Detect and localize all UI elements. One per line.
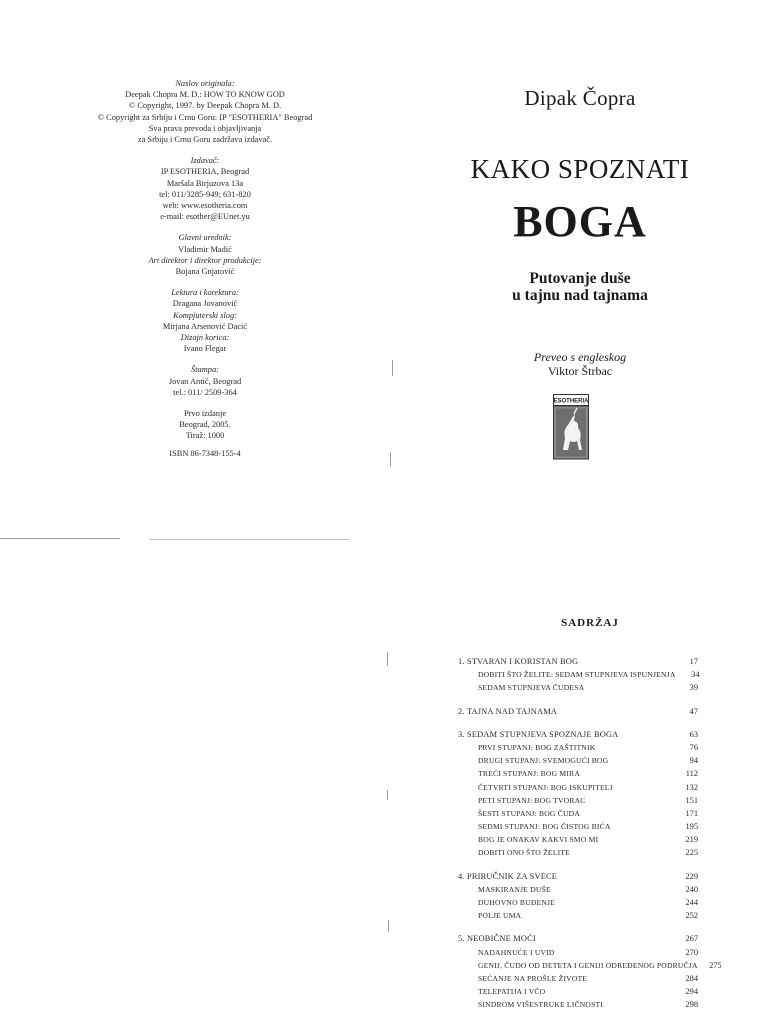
subtitle-line2: u tajnu nad tajnama [512, 287, 648, 304]
publisher-line: tel: 011/3285-949; 631-820 [159, 189, 251, 199]
original-line: Deepak Chopra M. D.: HOW TO KNOW GOD [125, 90, 285, 100]
original-line: © Copyright za Srbiju i Crnu Goru: IP "ESOTHERIA" Beograd [97, 112, 313, 122]
toc-subentry [458, 809, 698, 822]
proofreading-name: Dragana Jovanović [172, 299, 238, 309]
toc-page-number: 270 [685, 947, 698, 957]
toc-subentry [458, 835, 698, 848]
toc-page-number: 298 [685, 1000, 698, 1010]
toc-page-number: 294 [685, 987, 698, 997]
toc-entry-title: TELEPATIJA I VČO [478, 987, 546, 997]
publisher-line: Maršala Birjuzova 13a [166, 178, 244, 188]
toc-page-number: 219 [685, 835, 698, 845]
toc-subentry [458, 898, 698, 911]
colophon [60, 78, 350, 459]
edition-line: Prvo izdanje [183, 409, 227, 419]
edition-line: Tiraž: 1000 [185, 431, 225, 441]
toc-chapter [458, 657, 698, 670]
unicorn-logo-icon [553, 394, 589, 460]
typesetting-name: Mirjana Arsenović Dacić [162, 321, 248, 331]
toc-entry-title: POLJE UMA [478, 911, 522, 921]
toc-entry-title: 3. SEDAM STUPNJEVA SPOZNAJE BOGA [458, 729, 619, 739]
print-line: tel.: 011/ 2509-364 [173, 387, 237, 397]
cover-label: Dizajn korica: [180, 333, 230, 343]
cover-name: Ivano Flegar [183, 344, 227, 354]
toc-entry-title: DOBITI ONO ŠTO ŽELITE [478, 848, 571, 858]
original-line: za Srbiju i Crnu Goru zadržava izdavač. [137, 135, 273, 145]
toc-page-number: 47 [689, 706, 698, 716]
toc-entry-title: DOBITI ŠTO ŽELITE: SEDAM STUPNJEVA ISPUNJENJA [478, 670, 676, 680]
translator-block [480, 350, 680, 378]
publisher-label: Izdavač: [190, 156, 220, 166]
book-subtitle [430, 270, 730, 304]
editor-name: Vladimir Madić [178, 244, 232, 254]
toc-entry-title: PRVI STUPANJ: BOG ZAŠTITNIK [478, 742, 596, 752]
author-name: Dipak Čopra [524, 86, 636, 110]
subtitle-line1: Putovanje duše [529, 270, 631, 287]
toc-chapter [458, 934, 698, 947]
toc-subentry [458, 683, 698, 696]
scan-mark [392, 360, 393, 376]
toc-entry-title: NADAHNUĆE I UVID [478, 947, 555, 957]
toc-entry-title: BOG JE ONAKAV KAKVI SMO MI [478, 835, 599, 845]
toc-page-number: 284 [685, 973, 698, 983]
original-line: © Copyright, 1997. by Deepak Chopra M. D. [128, 101, 282, 111]
scan-line [150, 539, 350, 540]
toc-entry-title: TREĆI STUPANJ: BOG MIRA [478, 769, 580, 779]
translated-label: Preveo s engleskog [533, 350, 627, 364]
toc-subentry [458, 885, 698, 898]
original-title-label: Naslov originala: [175, 79, 235, 88]
toc-entry-title: SEDMI STUPANJ: BOG ČISTOG BIĆA [478, 822, 611, 832]
toc-page-number: 63 [689, 729, 698, 739]
art-director-label: Art direktor i direktor produkcije: [148, 255, 262, 265]
toc-subentry [458, 769, 698, 782]
toc-entry-title: DUHOVNO BUĐENJE [478, 898, 556, 907]
toc-entry-title: 5. NEOBIČNE MOĆI [458, 934, 536, 944]
isbn: ISBN 86-7348-155-4 [169, 448, 241, 458]
scan-mark [387, 790, 388, 800]
toc-subentry [458, 987, 698, 1000]
toc-entry-title: GENIJ, ČUDO OD DETETA I GENIJI ODREĐENOG PODRUČJA [478, 960, 698, 970]
toc-subentry [458, 670, 698, 683]
toc-entry-title: 2. TAJNA NAD TAJNAMA [458, 706, 558, 716]
print-label: Štampa: [191, 365, 219, 375]
toc-page-number: 132 [685, 782, 698, 792]
toc-subentry [458, 948, 698, 961]
toc-page-number: 252 [685, 911, 698, 921]
table-of-contents [458, 657, 722, 1014]
toc-page-number: 244 [685, 898, 698, 907]
toc-page-number: 225 [685, 848, 698, 858]
toc-subentry [458, 911, 698, 924]
print-line: Jovan Antić, Beograd [168, 376, 242, 386]
scan-mark [390, 452, 391, 466]
book-title-line1: KAKO SPOZNATI [470, 154, 690, 184]
toc-chapter [458, 872, 698, 885]
toc-subentry [458, 783, 698, 796]
scan-mark [388, 920, 389, 932]
toc-page-number: 34 [691, 670, 700, 680]
toc-heading: SADRŽAJ [561, 617, 619, 629]
toc-page-number: 94 [689, 756, 698, 766]
toc-page-number: 240 [685, 884, 698, 894]
toc-subentry [458, 848, 698, 861]
toc-entry-title: SEĆANJE NA PROŠLE ŽIVOTE [478, 973, 588, 983]
toc-entry-title: MASKIRANJE DUŠE [478, 884, 551, 894]
editor-label: Glavni urednik: [178, 233, 232, 243]
toc-page-number: 76 [689, 742, 698, 752]
toc-entry-title: SINDROM VIŠESTRUKE LIČNOSTI [478, 1000, 604, 1010]
toc-page-number: 17 [689, 657, 698, 666]
toc-page-number: 112 [685, 769, 698, 779]
scan-line [0, 538, 120, 539]
logo-text: ESOTHERIA [553, 398, 589, 405]
proofreading-label: Lektura i korektura: [171, 288, 239, 298]
art-director-name: Bojana Gnjatović [175, 267, 235, 277]
edition-line: Beograd, 2005. [179, 420, 231, 430]
book-title-line2: BOGA [513, 197, 647, 246]
toc-subentry [458, 796, 698, 809]
toc-subentry [458, 756, 698, 769]
toc-page-number: 39 [689, 683, 698, 693]
translator-name: Viktor Štrbac [547, 364, 613, 378]
toc-entry-title: ČETVRTI STUPANJ: BOG ISKUPITELJ [478, 782, 613, 792]
toc-entry-title: ŠESTI STUPANJ: BOG ČUDA [478, 808, 581, 818]
toc-subentry [458, 1000, 698, 1013]
toc-chapter [458, 707, 698, 720]
toc-entry-title: SEDAM STUPNJEVA ČUDESA [478, 683, 585, 693]
toc-page-number: 171 [685, 808, 698, 818]
toc-page-number: 195 [685, 822, 698, 832]
scan-mark [387, 652, 388, 666]
original-line: Sva prava prevoda i objavljivanja [148, 123, 262, 133]
toc-page-number: 275 [709, 960, 722, 970]
toc-subentry [458, 822, 698, 835]
toc-subentry [458, 743, 698, 756]
publisher-line: IP ESOTHERIA, Beograd [160, 167, 250, 177]
toc-chapter [458, 730, 698, 743]
toc-page-number: 229 [685, 871, 698, 881]
toc-subentry [458, 974, 698, 987]
publisher-logo [553, 394, 589, 460]
toc-page-number: 267 [685, 934, 698, 944]
toc-entry-title: DRUGI STUPANJ: SVEMOGUĆI BOG [478, 756, 609, 766]
toc-subentry [458, 960, 722, 974]
toc-page-number: 151 [685, 795, 698, 805]
toc-entry-title: 1. STVARAN I KORISTAN BOG [458, 657, 579, 666]
toc-entry-title: PETI STUPANJ: BOG TVORAC [478, 795, 586, 805]
toc-entry-title: 4. PRIRUČNIK ZA SVECE [458, 871, 558, 881]
publisher-line: web: www.esotheria.com [162, 201, 248, 211]
publisher-line: e-mail: esother@EUnet.yu [160, 212, 250, 222]
typesetting-label: Kompjuterski slog: [173, 310, 237, 320]
